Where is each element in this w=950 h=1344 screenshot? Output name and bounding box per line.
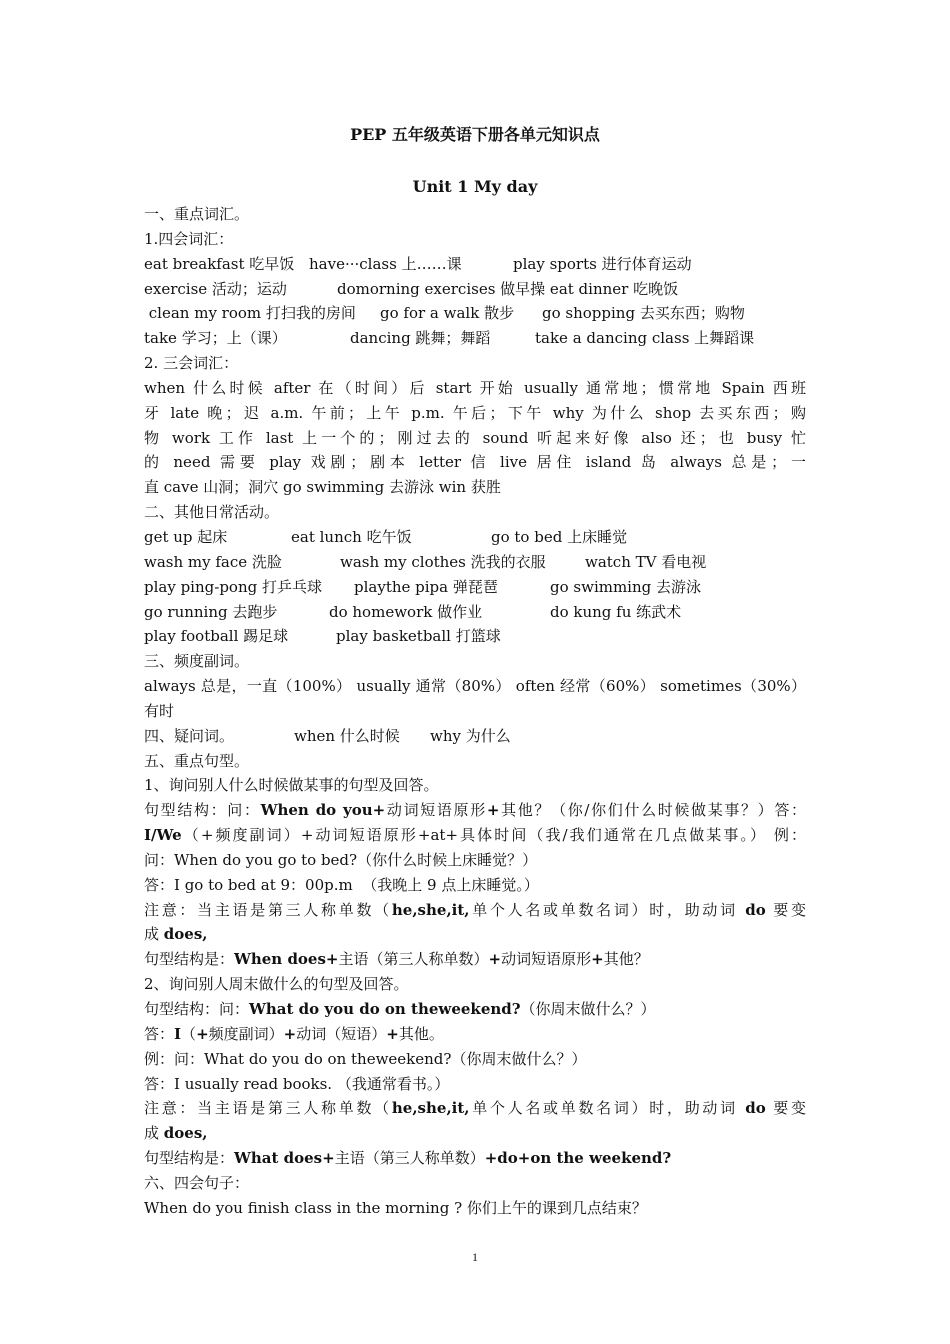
bold-span: he,she,it, bbox=[391, 900, 470, 919]
text-span: 其他。 bbox=[398, 1024, 444, 1043]
activity-item: do homework 做作业 bbox=[329, 602, 483, 621]
bold-span: +do+on the weekend? bbox=[484, 1149, 672, 1168]
page-number: 1 bbox=[472, 1250, 478, 1264]
activity-item: go swimming 去游泳 bbox=[550, 577, 702, 596]
bold-span: What does+ bbox=[234, 1149, 335, 1168]
text-span: 句型结构是： bbox=[144, 1149, 235, 1168]
pattern-structure-line bbox=[144, 1146, 806, 1171]
bold-span: + bbox=[488, 950, 502, 969]
text-span: 动词短语原形 bbox=[501, 950, 592, 969]
bold-span: does, bbox=[163, 925, 208, 944]
text-span: 其他？（你/你们什么时候做某事？）答： bbox=[499, 801, 806, 820]
text-span: 主语（第三人称单数） bbox=[338, 950, 489, 969]
text-span: 要变 bbox=[765, 900, 806, 919]
vocab-line bbox=[144, 326, 806, 351]
bold-span: What do you do on theweekend? bbox=[249, 1000, 521, 1018]
vocab-paragraph-line: when 什么时候 after 在（时间）后 start 开始 usually 通常地；惯常地 Spain 西班 bbox=[144, 378, 806, 397]
bold-span: do bbox=[745, 900, 766, 919]
vocab-item: take 学习；上（课） bbox=[144, 329, 287, 348]
pattern-structure-line bbox=[144, 798, 806, 823]
activity-item: do kung fu 练武术 bbox=[550, 602, 682, 621]
bold-span: When do you+ bbox=[260, 801, 386, 820]
note-line bbox=[144, 1096, 806, 1121]
activity-item: wash my clothes 洗我的衣服 bbox=[340, 552, 546, 571]
text-span: （+频度副词）+动词短语原形+at+具体时间（我/我们通常在几点做某事。） 例： bbox=[181, 826, 806, 845]
vocab-item: play sports 进行体育运动 bbox=[513, 254, 692, 273]
section-heading-four-skill-sentences: 六、四会句子： bbox=[144, 1173, 250, 1192]
text-span: 句型结构是： bbox=[144, 950, 235, 969]
example-line: 答：I usually read books. （我通常看书。） bbox=[144, 1074, 450, 1093]
text-span: （ bbox=[181, 1024, 197, 1043]
example-line: 问：When do you go to bed?（你什么时候上床睡觉？） bbox=[144, 850, 538, 869]
pattern-title: 1、询问别人什么时候做某事的句型及回答。 bbox=[144, 776, 439, 795]
activity-line bbox=[144, 575, 806, 600]
bold-span: I/We bbox=[144, 826, 182, 845]
bold-span: does, bbox=[163, 1124, 208, 1143]
section-heading-daily-activities: 二、其他日常活动。 bbox=[144, 503, 280, 522]
text-span: （你周末做什么？） bbox=[520, 1000, 656, 1018]
section-heading-text: 四、疑问词。 bbox=[144, 726, 235, 745]
vocab-item: have···class 上……课 bbox=[309, 254, 462, 273]
activity-item: go to bed 上床睡觉 bbox=[491, 527, 628, 546]
activity-line bbox=[144, 525, 806, 550]
bold-span: When does+ bbox=[234, 950, 339, 969]
activity-item: eat lunch 吃午饭 bbox=[291, 527, 412, 546]
vocab-line bbox=[144, 252, 806, 277]
vocab-paragraph-line: 直 cave 山洞；洞穴 go swimming 去游泳 win 获胜 bbox=[144, 478, 501, 497]
vocab-item: dancing 跳舞；舞蹈 bbox=[350, 329, 491, 348]
frequency-line: always 总是，一直（100%） usually 通常（80%） often 经常（60%） sometimes（30%） bbox=[144, 677, 806, 696]
question-word: why 为什么 bbox=[430, 726, 511, 745]
bold-span: + bbox=[196, 1024, 209, 1043]
text-span: 主语（第三人称单数） bbox=[334, 1149, 485, 1168]
vocab-item: eat breakfast 吃早饭 bbox=[144, 254, 295, 273]
text-span: 动词短语原形 bbox=[385, 801, 487, 820]
subheading-four-skill-vocab: 1.四会词汇： bbox=[144, 229, 234, 248]
text-span: 句型结构：问： bbox=[144, 801, 261, 820]
section-heading-key-sentences: 五、重点句型。 bbox=[144, 751, 250, 770]
frequency-line: 有时 bbox=[144, 701, 175, 720]
text-span: 成 bbox=[144, 1124, 164, 1143]
sentence-line: When do you finish class in the morning ? 你们上午的课到几点结束？ bbox=[144, 1198, 647, 1217]
text-span: 单个人名或单数名词）时，助动词 bbox=[469, 900, 746, 919]
activity-item: playthe pipa 弹琵琶 bbox=[354, 577, 498, 596]
note-line bbox=[144, 898, 806, 923]
example-line: 例：问：What do you do on theweekend?（你周末做什么？） bbox=[144, 1049, 587, 1068]
text-span: 其他？ bbox=[603, 950, 649, 969]
activity-item: wash my face 洗脸 bbox=[144, 552, 282, 571]
vocab-item: clean my room 打扫我的房间 bbox=[144, 304, 356, 323]
text-span: 答： bbox=[144, 1024, 175, 1043]
note-line bbox=[144, 1121, 806, 1146]
example-line: 答：I go to bed at 9：00p.m （我晚上 9 点上床睡觉。） bbox=[144, 875, 539, 894]
vocab-item: domorning exercises 做早操 eat dinner 吃晚饭 bbox=[337, 279, 679, 298]
pattern-structure-line bbox=[144, 947, 806, 972]
vocab-item: go shopping 去买东西；购物 bbox=[542, 304, 745, 323]
unit-title: Unit 1 My day bbox=[412, 177, 538, 196]
pattern-structure-line bbox=[144, 997, 806, 1022]
text-span: 频度副词） bbox=[208, 1024, 284, 1043]
bold-span: I bbox=[174, 1024, 182, 1043]
vocab-paragraph-line: 物 work 工作 last 上一个的；刚过去的 sound 听起来好像 also 还；也 busy 忙 bbox=[144, 428, 806, 447]
document-title: PEP 五年级英语下册各单元知识点 bbox=[350, 125, 600, 144]
bold-span: + bbox=[283, 1024, 297, 1043]
question-word: when 什么时候 bbox=[294, 726, 400, 745]
bold-span: + bbox=[591, 950, 604, 969]
document-body bbox=[144, 202, 806, 1221]
subheading-three-skill-vocab: 2. 三会词汇： bbox=[144, 354, 239, 373]
activity-item: play basketball 打篮球 bbox=[336, 627, 501, 646]
vocab-item: take a dancing class 上舞蹈课 bbox=[535, 329, 755, 348]
vocab-line bbox=[144, 277, 806, 302]
text-span: 成 bbox=[144, 925, 164, 944]
vocab-line bbox=[144, 301, 806, 326]
vocab-paragraph-line: 牙 late 晚；迟 a.m. 午前；上午 p.m. 午后；下午 why 为什么 shop 去买东西；购 bbox=[144, 403, 806, 422]
section-heading-question-words bbox=[144, 724, 806, 749]
text-span: 句型结构：问： bbox=[144, 1000, 250, 1018]
vocab-item: go for a walk 散步 bbox=[380, 304, 515, 323]
activity-item: go running 去跑步 bbox=[144, 602, 278, 621]
activity-line bbox=[144, 550, 806, 575]
bold-span: he,she,it, bbox=[391, 1099, 470, 1118]
text-span: 要变 bbox=[765, 1099, 806, 1118]
text-span: 注意：当主语是第三人称单数（ bbox=[144, 900, 392, 919]
text-span: 动词（短语） bbox=[296, 1024, 387, 1043]
section-heading-frequency-adverbs: 三、频度副词。 bbox=[144, 652, 250, 671]
text-span: 单个人名或单数名词）时，助动词 bbox=[469, 1099, 746, 1118]
activity-item: play football 踢足球 bbox=[144, 627, 289, 646]
pattern-title: 2、询问别人周末做什么的句型及回答。 bbox=[144, 975, 409, 994]
bold-span: do bbox=[745, 1099, 766, 1118]
activity-line bbox=[144, 624, 806, 649]
activity-item: watch TV 看电视 bbox=[585, 552, 707, 571]
pattern-structure-line bbox=[144, 1022, 806, 1047]
pattern-structure-line bbox=[144, 823, 806, 848]
bold-span: + bbox=[386, 1024, 399, 1043]
activity-item: get up 起床 bbox=[144, 527, 228, 546]
section-heading-vocabulary: 一、重点词汇。 bbox=[144, 205, 250, 223]
activity-item: play ping-pong 打乒乓球 bbox=[144, 577, 322, 596]
vocab-item: exercise 活动；运动 bbox=[144, 279, 287, 298]
note-line bbox=[144, 922, 806, 947]
vocab-paragraph-line: 的 need 需要 play 戏剧；剧本 letter 信 live 居住 island 岛 always 总是；一 bbox=[144, 453, 806, 472]
bold-span: + bbox=[486, 801, 500, 820]
activity-line bbox=[144, 600, 806, 625]
text-span: 注意：当主语是第三人称单数（ bbox=[144, 1099, 392, 1118]
